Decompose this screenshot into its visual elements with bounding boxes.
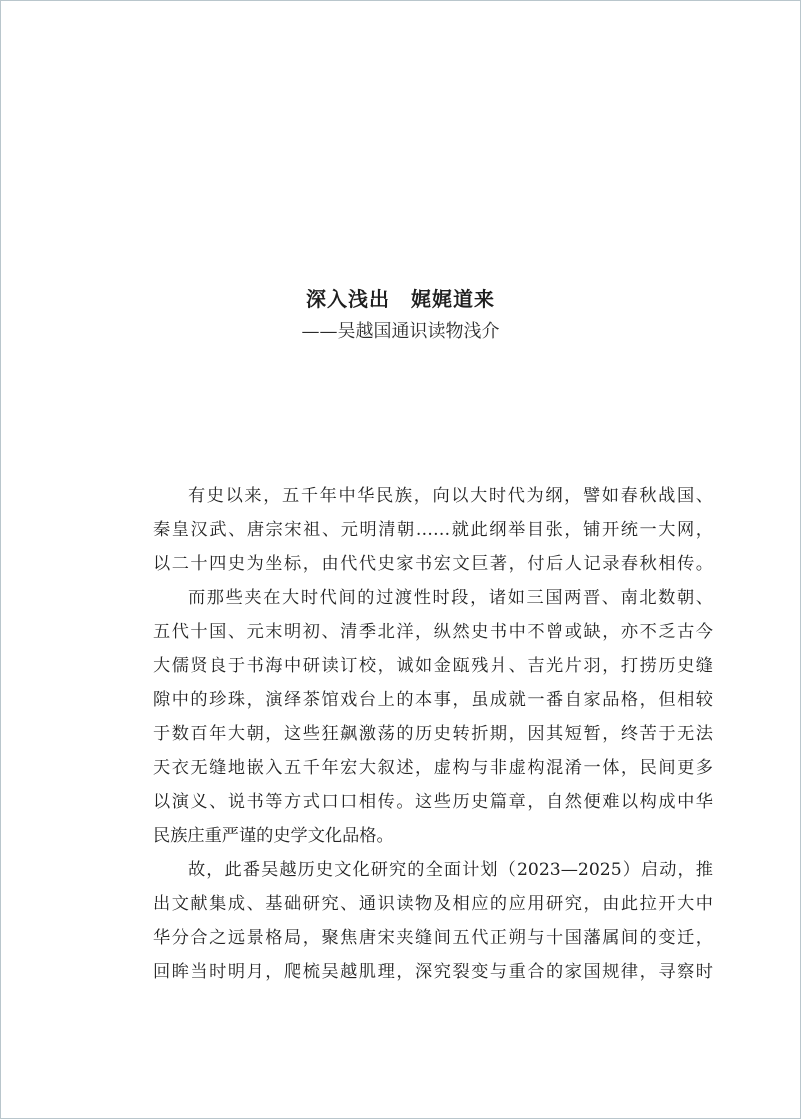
paragraph-1-line: 以二十四史为坐标，由代代史家书宏文巨著，付后人记录春秋相传。	[153, 554, 713, 574]
paragraph-2-line: 而那些夹在大时代间的过渡性时段，诸如三国两晋、南北数朝、	[188, 588, 713, 608]
article-subtitle: ——吴越国通识读物浅介	[301, 321, 500, 342]
paragraph-3-line: 华分合之远景格局，聚焦唐宋夹缝间五代正朔与十国藩属间的变迁，	[153, 928, 713, 948]
paragraph-2-line: 以演义、说书等方式口口相传。这些历史篇章，自然便难以构成中华	[153, 792, 713, 812]
paragraph-2-line: 大儒贤良于书海中研读订校，诚如金瓯残爿、吉光片羽，打捞历史缝	[153, 656, 713, 676]
article-body	[153, 479, 713, 989]
paragraph-3-line: 故，此番吴越历史文化研究的全面计划（2023—2025）启动，推	[188, 860, 713, 880]
paragraph-2-line: 天衣无缝地嵌入五千年宏大叙述，虚构与非虚构混淆一体，民间更多	[153, 758, 713, 778]
paragraph-2-line: 五代十国、元末明初、清季北洋，纵然史书中不曾或缺，亦不乏古今	[153, 622, 713, 642]
paragraph-2-line: 于数百年大朝，这些狂飙激荡的历史转折期，因其短暂，终苦于无法	[153, 724, 713, 744]
paragraph-1-line: 秦皇汉武、唐宗宋祖、元明清朝……就此纲举目张，铺开统一大网，	[153, 520, 713, 540]
paragraph-2-line: 民族庄重严谨的史学文化品格。	[153, 826, 394, 846]
paragraph-2-line: 隙中的珍珠，演绎茶馆戏台上的本事，虽成就一番自家品格，但相较	[153, 690, 713, 710]
paragraph-1-line: 有史以来，五千年中华民族，向以大时代为纲，譬如春秋战国、	[188, 486, 713, 506]
paragraph-3-line: 出文献集成、基础研究、通识读物及相应的应用研究，由此拉开大中	[153, 894, 713, 914]
article-title: 深入浅出 娓娓道来	[306, 287, 495, 311]
paragraph-3-line: 回眸当时明月，爬梳吴越肌理，深究裂变与重合的家国规律，寻察时	[153, 962, 713, 982]
